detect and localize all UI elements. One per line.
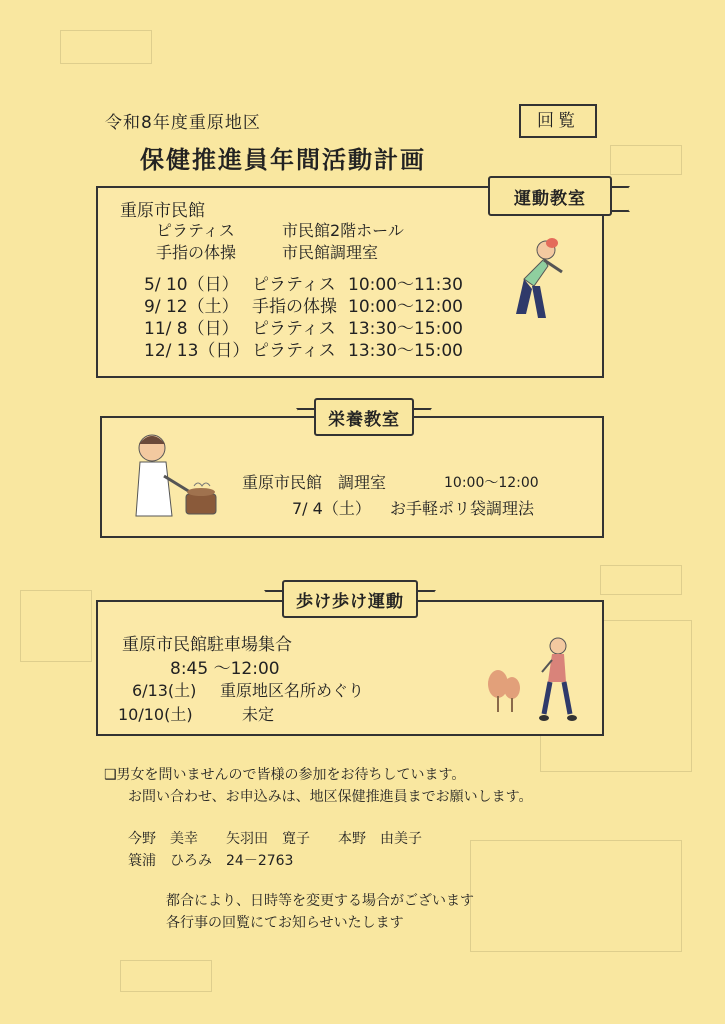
nutrition-topic: お手軽ポリ袋調理法 bbox=[390, 499, 535, 518]
exercise-venue: 重原市民館 bbox=[120, 201, 205, 221]
ribbon-label: 運動教室 bbox=[488, 176, 612, 216]
nutrition-class-ribbon bbox=[296, 398, 432, 436]
walking-time: 8:45 ～12:00 bbox=[170, 659, 280, 679]
change-notice: 各行事の回覧にてお知らせいたします bbox=[166, 915, 404, 931]
schedule-event: 手指の体操 bbox=[252, 297, 337, 317]
plan-year-area: 令和8年度重原地区 bbox=[105, 113, 261, 133]
invitation-text: ❑男女を問いませんので皆様の参加をお待ちしています。 bbox=[104, 767, 466, 783]
ribbon-label: 栄養教室 bbox=[314, 398, 414, 436]
member-names: 今野 美幸 矢羽田 寛子 本野 由美子 bbox=[128, 831, 422, 847]
bleed-through-box bbox=[20, 590, 92, 662]
walking-event-row bbox=[118, 702, 274, 725]
bleed-through-box bbox=[60, 30, 152, 64]
schedule-date: 9/ 12（土） bbox=[144, 297, 239, 317]
walking-desc: 重原地区名所めぐり bbox=[220, 681, 365, 700]
class-room: 市民館調理室 bbox=[282, 243, 379, 262]
class-room: 市民館2階ホール bbox=[282, 221, 404, 240]
meeting-place: 重原市民館駐車場集合 bbox=[122, 635, 292, 655]
class-name: ピラティス bbox=[156, 221, 235, 240]
bleed-through-box bbox=[120, 960, 212, 992]
class-name: 手指の体操 bbox=[156, 243, 237, 262]
schedule-time: 13:30～15:00 bbox=[348, 341, 463, 361]
circulation-stamp: 回覧 bbox=[519, 104, 597, 138]
schedule-date: 12/ 13（日） bbox=[144, 341, 250, 361]
schedule-event: ピラティス bbox=[252, 275, 336, 295]
walking-date: 6/13(土) bbox=[132, 681, 197, 700]
bleed-through-box bbox=[610, 145, 682, 175]
walking-date: 10/10(土) bbox=[118, 705, 193, 724]
walking-event-row bbox=[132, 678, 364, 701]
schedule-time: 10:00～12:00 bbox=[348, 297, 463, 317]
bleed-through-box bbox=[600, 565, 682, 595]
walking-desc: 未定 bbox=[242, 705, 275, 724]
nutrition-venue: 重原市民館 調理室 bbox=[242, 473, 387, 492]
member-names-phone: 簑浦 ひろみ 24－2763 bbox=[128, 853, 294, 869]
nutrition-time: 10:00～12:00 bbox=[444, 475, 539, 491]
ribbon-label: 歩け歩け運動 bbox=[282, 580, 418, 618]
schedule-event: ピラティス bbox=[252, 319, 336, 339]
exercising-woman-illustration bbox=[496, 234, 576, 324]
schedule-time: 13:30～15:00 bbox=[348, 319, 463, 339]
walking-woman-illustration bbox=[478, 632, 598, 728]
contact-text: お問い合わせ、お申込みは、地区保健推進員までお願いします。 bbox=[128, 789, 533, 805]
schedule-date: 11/ 8（日） bbox=[144, 319, 239, 339]
schedule-row bbox=[144, 336, 463, 361]
change-notice: 都合により、日時等を変更する場合がございます bbox=[166, 893, 474, 909]
page-title: 保健推進員年間活動計画 bbox=[140, 146, 426, 174]
bleed-through-box bbox=[470, 840, 682, 952]
exercise-class-ribbon bbox=[470, 176, 630, 216]
schedule-event: ピラティス bbox=[252, 341, 336, 361]
cooking-woman-illustration bbox=[132, 426, 232, 526]
schedule-time: 10:00～11:30 bbox=[348, 275, 463, 295]
nutrition-date: 7/ 4（土） bbox=[292, 499, 371, 518]
schedule-date: 5/ 10（日） bbox=[144, 275, 239, 295]
walking-event-ribbon bbox=[264, 580, 436, 618]
walking-event-box bbox=[96, 600, 604, 736]
